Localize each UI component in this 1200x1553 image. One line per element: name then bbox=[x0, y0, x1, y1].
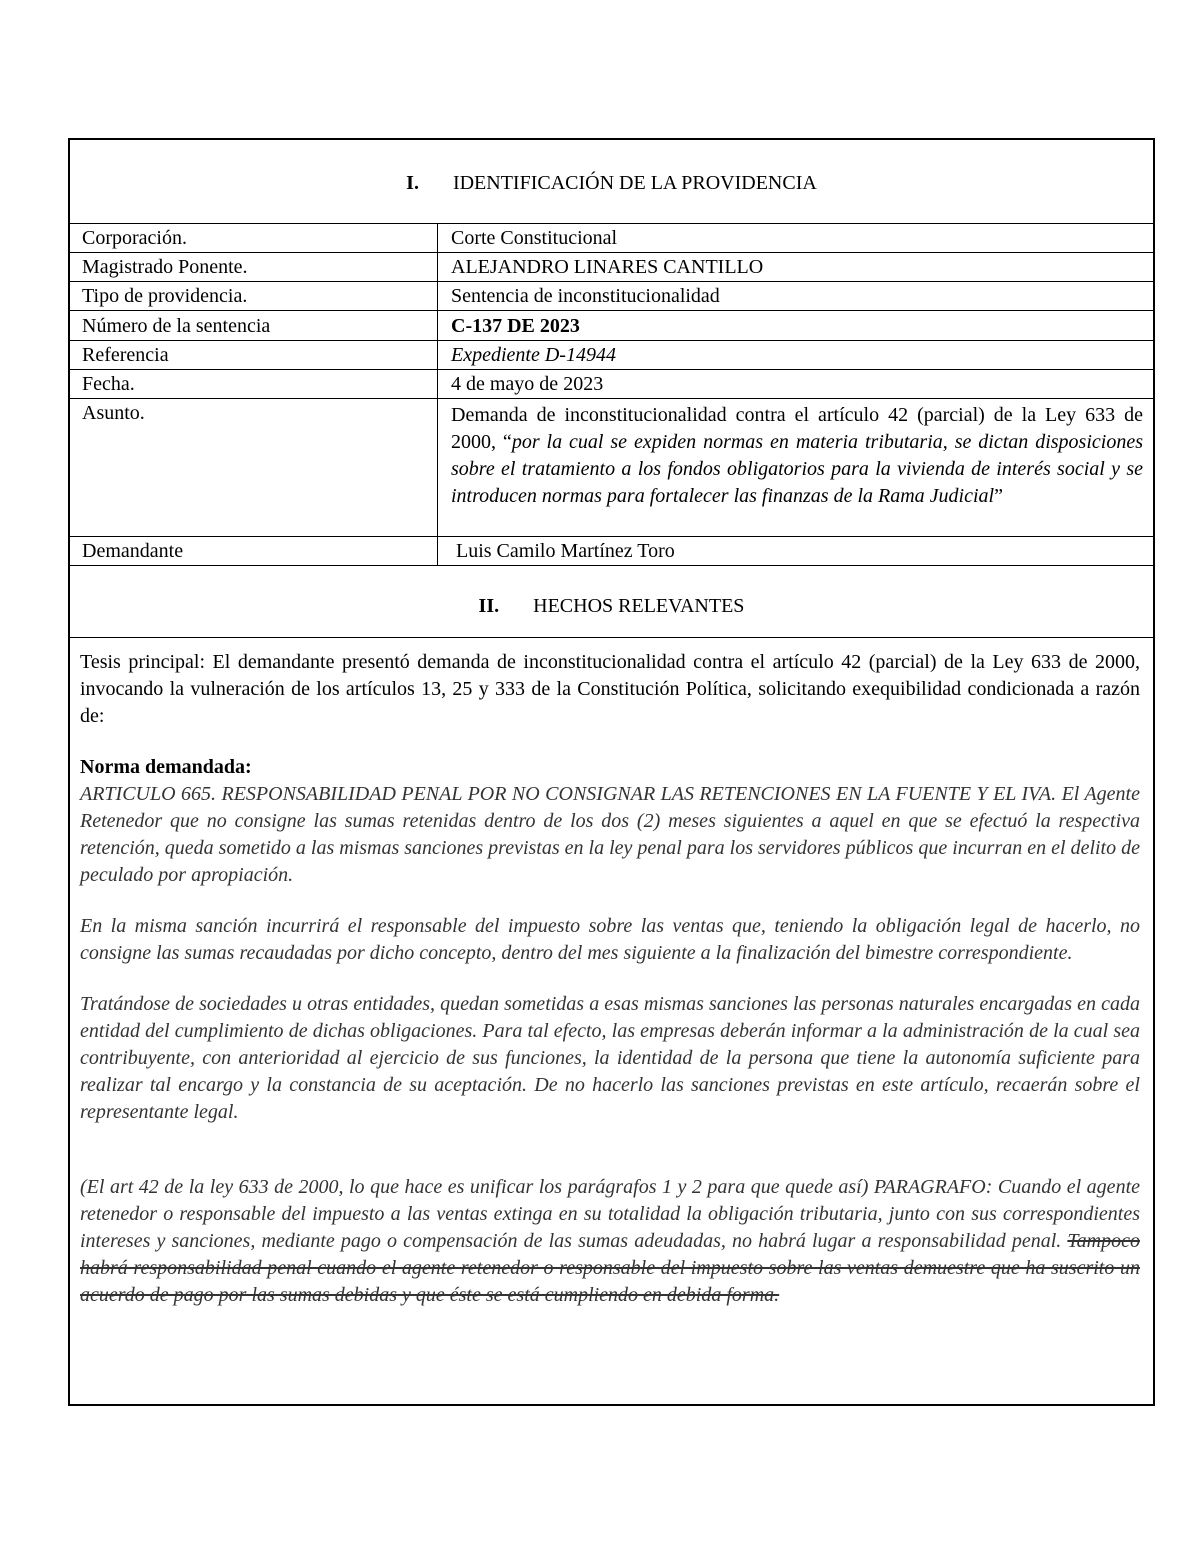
section-2-heading bbox=[70, 595, 1153, 618]
row-label-demandante: Demandante bbox=[82, 540, 184, 562]
table-rule bbox=[70, 536, 1153, 537]
section-1-number: I. bbox=[406, 172, 419, 194]
row-label-fecha: Fecha. bbox=[82, 373, 135, 395]
row-value-numero: C-137 DE 2023 bbox=[451, 315, 580, 337]
norma-note: (El art 42 de la ley 633 de 2000, lo que hace es unificar los parágrafos 1 y 2 para que quede así) bbox=[80, 1176, 869, 1198]
row-value-referencia: Expediente D-14944 bbox=[451, 344, 616, 366]
asunto-end: ” bbox=[994, 485, 1003, 507]
asunto-italic: por la cual se expiden normas en materia tributaria, se dictan disposiciones sobre el tratamiento a los fondos obligatorios para la vivienda de interés social y se introducen normas para fortalecer las finanzas de la Rama Judicial bbox=[451, 431, 1143, 507]
table-rule bbox=[70, 281, 1153, 282]
hechos-body bbox=[80, 649, 1140, 1309]
row-label-asunto: Asunto. bbox=[82, 402, 145, 424]
section-1-title: IDENTIFICACIÓN DE LA PROVIDENCIA bbox=[452, 172, 817, 194]
row-value-magistrado: ALEJANDRO LINARES CANTILLO bbox=[451, 256, 764, 278]
row-label-corporacion: Corporación. bbox=[82, 227, 187, 249]
tesis-paragraph: Tesis principal: El demandante presentó demanda de inconstitucionalidad contra el artículo 42 (parcial) de la Ley 633 de 2000, invocando la vulneración de los artículos 13, 25 y 333 de la Constitución Política, solicitando exequibilidad condicionada a razón de: bbox=[80, 651, 1140, 727]
section-1-heading bbox=[70, 172, 1153, 195]
table-rule bbox=[70, 252, 1153, 253]
norma-paragraph-3: Tratándose de sociedades u otras entidades, quedan sometidas a esas mismas sanciones las personas naturales encargadas en cada entidad del cumplimiento de dichas obligaciones. Para tal efecto, las empresas deberán informar a la administración de la cual sea contribuyente, con anterioridad al ejercicio de sus funciones, la identidad de la persona que tiene la autonomía suficiente para realizar tal encargo y la constancia de su aceptación. De no hacerlo las sanciones previstas en este artículo, recaerán sobre el representante legal. bbox=[80, 993, 1140, 1123]
paragrafo-text: PARAGRAFO: Cuando el agente retenedor o responsable del impuesto a las ventas extinga en su totalidad la obligación tributaria, junto con sus correspondientes intereses y sanciones, mediante pago o compensación de las sumas adeudadas, no habrá lugar a responsabilidad penal. bbox=[80, 1176, 1140, 1252]
table-rule bbox=[70, 340, 1153, 341]
row-label-numero: Número de la sentencia bbox=[82, 315, 271, 337]
row-value-demandante: Luis Camilo Martínez Toro bbox=[451, 540, 675, 562]
norma-paragraph-1: ARTICULO 665. RESPONSABILIDAD PENAL POR NO CONSIGNAR LAS RETENCIONES EN LA FUENTE Y EL IVA. El Agente Retenedor que no consigne las sumas retenidas dentro de los dos (2) meses siguientes a aquel en que se efectuó la respectiva retención, queda sometido a las mismas sanciones previstas en la ley penal para los servidores públicos que incurran en el delito de peculado por apropiación. bbox=[80, 783, 1140, 886]
row-value-asunto bbox=[451, 402, 1143, 510]
row-label-magistrado: Magistrado Ponente. bbox=[82, 256, 248, 278]
section-2-title: HECHOS RELEVANTES bbox=[533, 595, 745, 617]
table-rule bbox=[70, 565, 1153, 566]
table-column-divider bbox=[437, 223, 438, 565]
table-rule bbox=[70, 369, 1153, 370]
row-value-fecha: 4 de mayo de 2023 bbox=[451, 373, 604, 395]
section-2-number: II. bbox=[478, 595, 500, 617]
paragrafo-struck-text: Tampoco habrá responsabilidad penal cuando el agente retenedor o responsable del impuesto sobre las ventas demuestre que ha suscrito un acuerdo de pago por las sumas debidas y que éste se está cumpliendo en debida forma. bbox=[80, 1230, 1140, 1306]
asunto-plain: Demanda de inconstitucionalidad contra el artículo 42 (parcial) de la Ley 633 de 2000, “ bbox=[451, 404, 1143, 453]
table-rule bbox=[70, 398, 1153, 399]
row-value-tipo: Sentencia de inconstitucionalidad bbox=[451, 285, 720, 307]
document-frame bbox=[68, 138, 1155, 1406]
norma-heading: Norma demandada: bbox=[80, 756, 252, 778]
norma-paragraph-4 bbox=[80, 1174, 1140, 1309]
row-value-corporacion: Corte Constitucional bbox=[451, 227, 618, 249]
table-rule bbox=[70, 637, 1153, 638]
table-rule bbox=[70, 223, 1153, 224]
norma-paragraph-2: En la misma sanción incurrirá el responsable del impuesto sobre las ventas que, teniendo la obligación legal de hacerlo, no consigne las sumas recaudadas por dicho concepto, dentro del mes siguiente a la finalización del bimestre correspondiente. bbox=[80, 915, 1140, 964]
row-label-tipo: Tipo de providencia. bbox=[82, 285, 248, 307]
table-rule bbox=[70, 310, 1153, 311]
row-label-referencia: Referencia bbox=[82, 344, 169, 366]
